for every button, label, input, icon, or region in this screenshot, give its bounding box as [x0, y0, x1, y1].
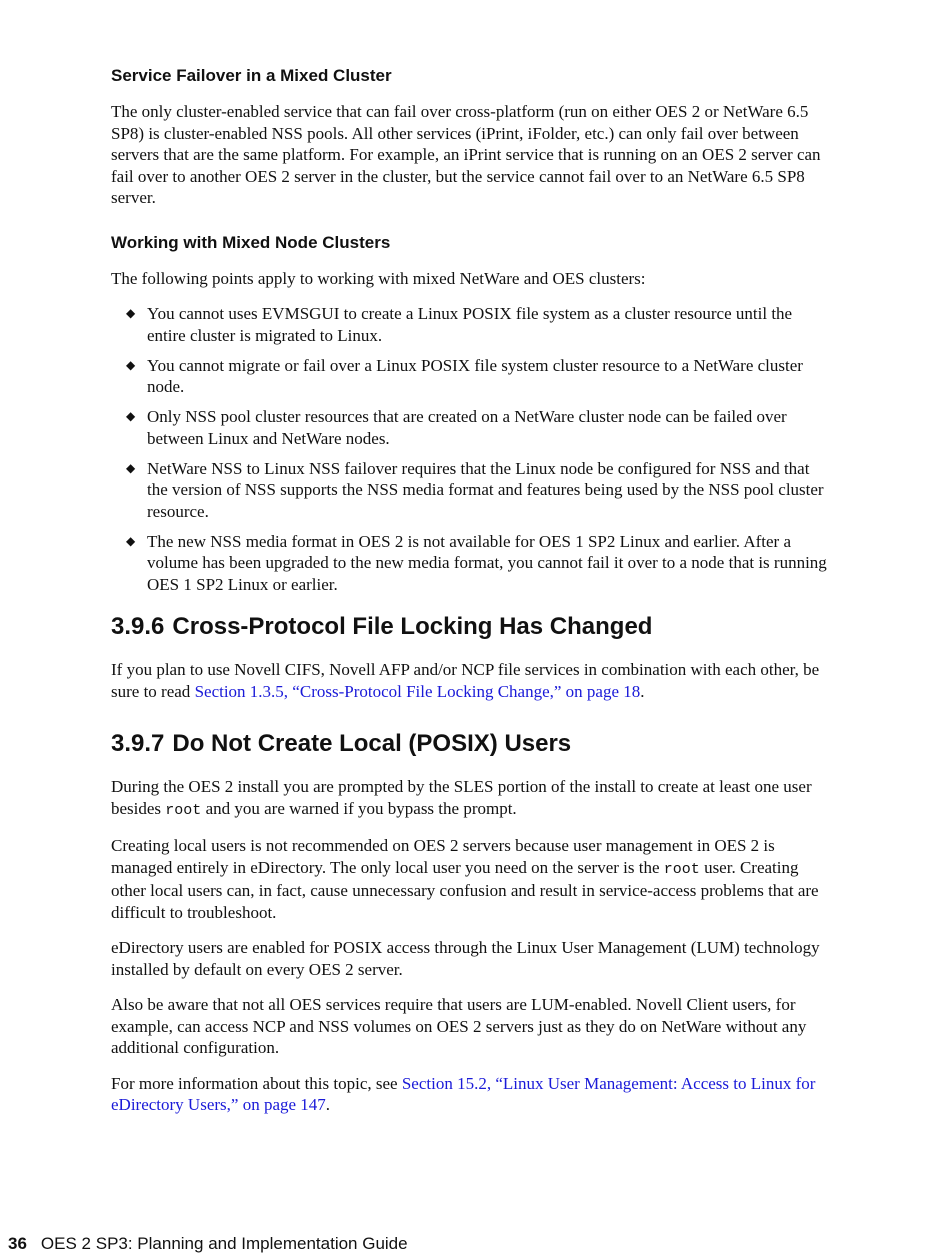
list-item-text: Only NSS pool cluster resources that are created on a NetWare cluster node can be failed over between Linux and NetWare nodes.	[147, 407, 787, 448]
section-heading-3-9-7	[111, 730, 829, 758]
heading-service-failover: Service Failover in a Mixed Cluster	[111, 66, 392, 85]
section-title: Cross-Protocol File Locking Has Changed	[172, 613, 653, 640]
code-root: root	[165, 801, 202, 819]
paragraph-more-info	[111, 1073, 829, 1116]
paragraph-local-users	[111, 835, 829, 923]
paragraph-text: During the OES 2 install you are prompted by the SLES portion of the install to create at least one user besides	[111, 777, 812, 818]
paragraph-text: user. Creating other local users can, in fact, cause unnecessary confusion and result in service-access problems that are difficult to troubleshoot.	[111, 857, 819, 922]
list-item-text: You cannot uses EVMSGUI to create a Linux POSIX file system as a cluster resource until the entire cluster is migrated to Linux.	[147, 304, 793, 345]
paragraph-lum-enabled: Also be aware that not all OES services require that users are LUM-enabled. Novell Client users, for example, can access NCP and NSS volumes on OES 2 servers just as they do on NetWare without any additional configuration.	[111, 995, 807, 1057]
list-item	[111, 355, 829, 398]
paragraph-text: .	[325, 1095, 331, 1114]
paragraph-text: and you are warned if you bypass the prompt.	[201, 798, 517, 818]
mixed-cluster-bullet-list	[111, 303, 829, 595]
diamond-bullet-icon: ◆	[126, 357, 136, 372]
page-number: 36	[8, 1234, 27, 1253]
code-root: root	[663, 860, 700, 878]
link-section-1-3-5[interactable]: Section 1.3.5, “Cross-Protocol File Locking Change,” on page 18	[194, 681, 641, 701]
section-heading-3-9-6	[111, 613, 829, 641]
list-item-text: NetWare NSS to Linux NSS failover requires that the Linux node be configured for NSS and that the version of NSS supports the NSS media format and features being used by the NSS pool cluster resource.	[147, 458, 824, 521]
list-item-text: You cannot migrate or fail over a Linux POSIX file system cluster resource to a NetWare cluster node.	[147, 355, 803, 396]
section-title: Do Not Create Local (POSIX) Users	[172, 730, 572, 757]
list-item	[111, 303, 829, 346]
heading-mixed-node-clusters: Working with Mixed Node Clusters	[111, 232, 391, 252]
section-number: 3.9.6	[111, 613, 165, 640]
diamond-bullet-icon: ◆	[126, 533, 136, 548]
page-content	[111, 66, 829, 1130]
paragraph-mixed-intro: The following points apply to working with mixed NetWare and OES clusters:	[111, 268, 646, 288]
paragraph-text: .	[640, 681, 645, 701]
list-item	[111, 406, 829, 449]
diamond-bullet-icon: ◆	[126, 460, 136, 475]
footer-title: OES 2 SP3: Planning and Implementation Guide	[40, 1234, 408, 1253]
paragraph-install-prompt	[111, 776, 829, 821]
page-footer	[8, 1234, 408, 1254]
paragraph-file-locking	[111, 659, 829, 702]
diamond-bullet-icon: ◆	[126, 409, 136, 423]
link-section-15-2[interactable]: Section 15.2, “Linux User Management: Access to Linux for eDirectory Users,” on page 147	[111, 1073, 816, 1114]
list-item-text: The new NSS media format in OES 2 is not available for OES 1 SP2 Linux and earlier. After a volume has been upgraded to the new media format, you cannot fail it over to a node that is running OES 1 SP2 Linux or earlier.	[147, 531, 827, 594]
list-item	[111, 531, 829, 596]
paragraph-text: Creating local users is not recommended on OES 2 servers because user management in OES 2 is managed entirely in eDirectory. The only local user you need on the server is the	[111, 836, 775, 877]
list-item	[111, 458, 829, 523]
diamond-bullet-icon: ◆	[126, 306, 136, 320]
paragraph-edirectory-posix: eDirectory users are enabled for POSIX access through the Linux User Management (LUM) technology installed by default on every OES 2 server.	[111, 938, 820, 979]
paragraph-service-failover: The only cluster-enabled service that can fail over cross-platform (run on either OES 2 or NetWare 6.5 SP8) is cluster-enabled NSS pools. All other services (iPrint, iFolder, etc.) can only fail over between servers that are the same platform. For example, an iPrint service that is running on an OES 2 server can fail over to another OES 2 server in the cluster, but the service cannot fail over to an NetWare 6.5 SP8 server.	[111, 102, 821, 207]
section-number: 3.9.7	[111, 730, 165, 757]
paragraph-text: If you plan to use Novell CIFS, Novell AFP and/or NCP file services in combination with each other, be sure to read	[111, 660, 820, 701]
paragraph-text: For more information about this topic, see	[111, 1073, 402, 1093]
